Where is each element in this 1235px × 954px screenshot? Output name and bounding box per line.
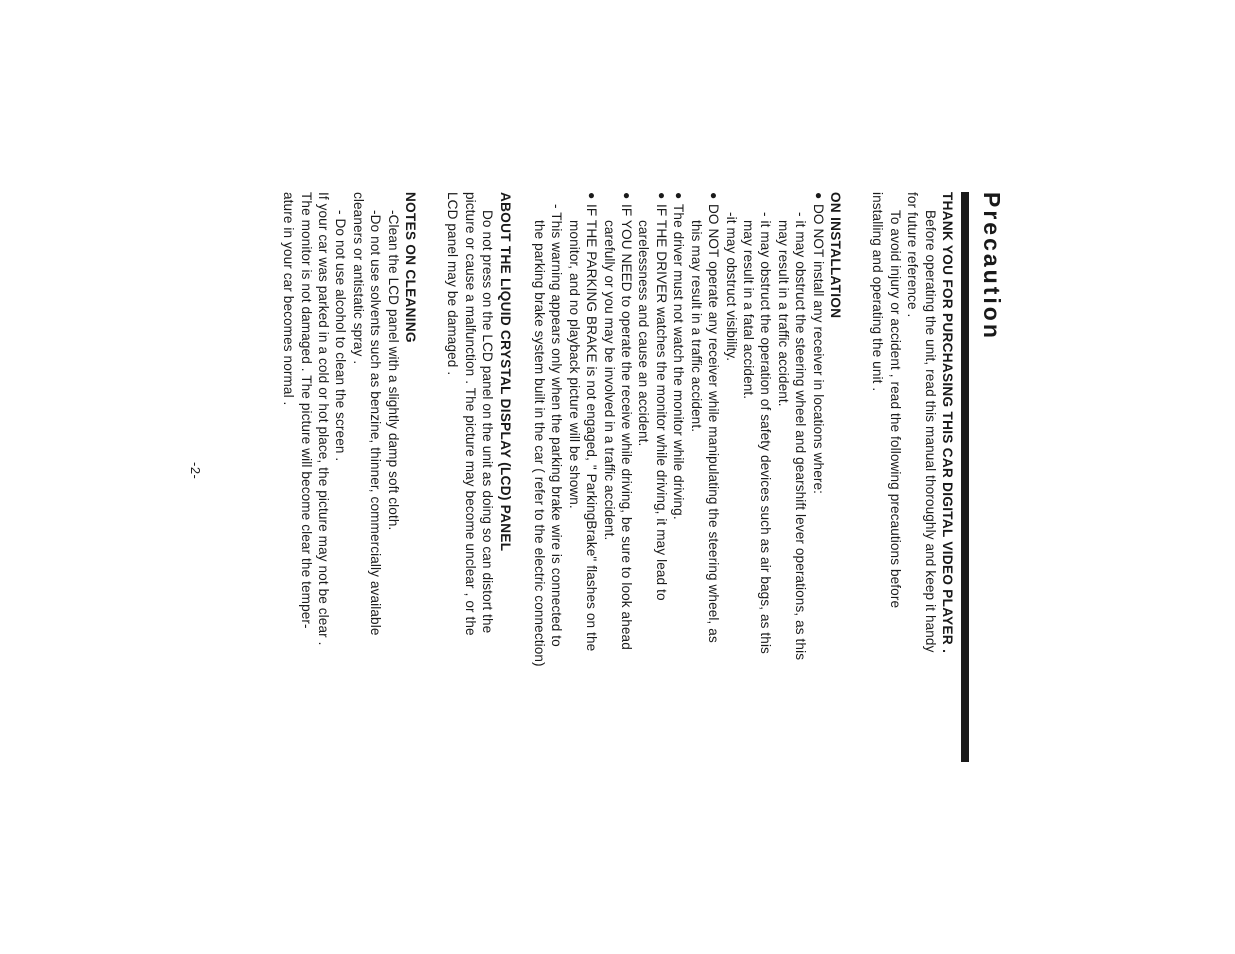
installation-line: carelessness and cause an accident. <box>636 220 652 447</box>
cleaning-line: cleaners or antistatic spray . <box>350 192 366 365</box>
cleaning-line: -Do not use solvents such as benzine, thinner, commercially available <box>368 210 384 636</box>
page-number: -2- <box>188 462 203 480</box>
intro-heading: THANK YOU FOR PURCHASING THIS CAR DIGITAL VIDEO PLAYER . <box>940 192 955 654</box>
cleaning-line: ature in your car becomes normal . <box>281 192 297 406</box>
lcd-heading: ABOUT THE LIQUID CRYSTAL DISPLAY (LCD) PANEL <box>497 192 513 552</box>
installation-line: carefully or you may be involved in a traffic accident. <box>601 220 617 541</box>
installation-line: may result in a traffic accident. <box>775 220 791 407</box>
installation-line: -it may obstruct visibility. <box>723 212 739 362</box>
manual-page <box>188 192 1008 762</box>
installation-heading: ON INSTALLATION <box>827 192 843 319</box>
installation-bullet: ● The driver must not watch the monitor while driving. <box>670 192 687 762</box>
lcd-line: Do not press on the LCD panel on the unit as doing so can distort the <box>480 210 496 634</box>
installation-bullet: ● IF THE PARKING BRAKE is not engaged, " ParkingBrake" flashes on the <box>583 192 600 762</box>
title-row <box>959 192 1008 762</box>
installation-bullet: ● IF YOU NEED to operate the receive while driving, be sure to look ahead <box>618 192 635 762</box>
lcd-line: picture or cause a malfunction . The picture may become unclear , or the <box>462 192 478 636</box>
installation-bullet: ● DO NOT install any receiver in locations where: <box>809 192 826 762</box>
intro-line: Before operating the unit, read this manual thoroughly and keep it handy <box>922 210 938 653</box>
installation-line: - This warning appears only when the parking brake wire is connected to <box>549 204 565 647</box>
intro-line: for future reference . <box>905 192 921 318</box>
cleaning-line: The monitor is not damaged . The picture will become clear the temper- <box>298 192 314 629</box>
page-title: Precaution <box>979 192 1005 341</box>
intro-line: installing and operating the unit . <box>870 192 886 392</box>
cleaning-line: - Do not use alcohol to clean the screen . <box>333 210 349 462</box>
installation-line: - it may obstruct the steering wheel and gearshift lever operations, as this <box>793 212 809 661</box>
lcd-line: LCD panel may be damaged . <box>445 192 461 376</box>
installation-bullet: ● DO NOT operate any receiver while manipulating the steering wheel, as <box>705 192 722 762</box>
title-rule <box>961 192 969 762</box>
cleaning-heading: NOTES ON CLEANING <box>403 192 419 343</box>
installation-line: the parking brake system built in the car ( refer to the electric connection) <box>532 220 548 667</box>
installation-bullet: ● IF THE DRIVER watches the monitor while driving, it may lead to <box>653 192 670 762</box>
installation-line: - it may obstruct the operation of safety devices such as air bags, as this <box>758 212 774 654</box>
installation-line: may result in a fatal accident. <box>740 220 756 400</box>
cleaning-line: If your car was parked in a cold or hot place, the picture may not be clear . <box>316 192 331 646</box>
installation-line: monitor, and no playback picture will be shown. <box>566 220 582 509</box>
manual-body <box>280 192 956 762</box>
installation-line: this may result in a traffic accident. <box>688 220 704 433</box>
intro-line: To avoid injury or accident , read the following precautions before <box>887 210 903 609</box>
cleaning-line: -Clean the LCD panel with a slightly damp soft cloth. <box>385 210 401 531</box>
